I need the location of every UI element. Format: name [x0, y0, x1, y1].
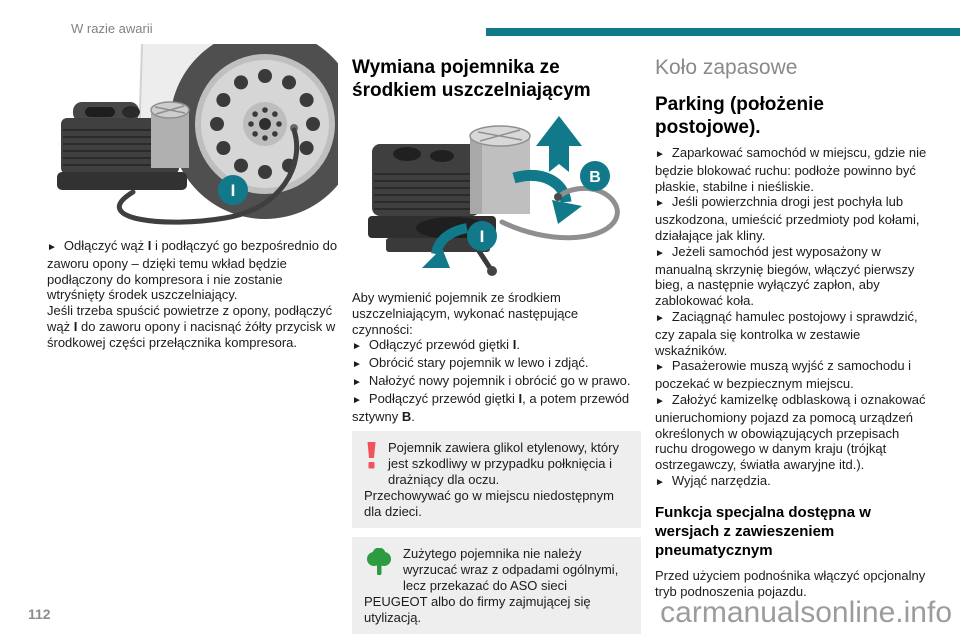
list-item [47, 238, 338, 303]
sub-heading: Funkcja specjalna dostępna w wersjach z zawieszeniem pneumatycznym [655, 503, 871, 559]
compressor [57, 102, 189, 190]
bullet-arrow-icon: ► [655, 362, 665, 374]
bullet-arrow-icon: ► [655, 312, 665, 324]
list-item-text: Obrócić stary pojemnik w lewo i zdjąć. [368, 355, 589, 371]
list-item [655, 145, 934, 194]
list-item [655, 392, 934, 473]
exclamation-icon [366, 442, 377, 473]
list-item [655, 473, 934, 491]
label-badge-I [218, 175, 248, 205]
section-heading: Wymiana pojemnika ze środkiem uszczelniającym [352, 57, 591, 101]
list-item-text: Jeżeli samochód jest wyposażony w manualną skrzynię biegów, włączyć pierwszy bieg, a następnie wyłączyć zapłon, aby zablokować koła. [655, 243, 915, 309]
bullet-arrow-icon: ► [47, 242, 57, 253]
bullet-arrow-icon: ► [352, 359, 362, 371]
label-badge-B [580, 161, 610, 191]
list-item-text: Zaparkować samochód w miejscu, gdzie nie będzie blokować ruchu: podłoże powinno być płaskie, stabilne i nieśliskie. [655, 145, 927, 194]
paragraph-text: Jeśli trzeba spuścić powietrze z opony, podłączyć wąż I do zaworu opony i nacisnąć żółty przycisk w środkowej części przełącznika kompresora. [47, 303, 336, 350]
section-heading: Parking (położenie postojowe). [655, 94, 824, 138]
chapter-title: Koło zapasowe [655, 56, 798, 79]
list-item-text: Założyć kamizelkę odblaskową i oznakować unieruchomiony pojazd za pomocą urządzeń określonych w obowiązujących przepisach ruchu drogowego w danym kraju (trójkąt ostrzegawczy, światła awaryjne itd.). [655, 391, 926, 473]
tree-icon [366, 548, 392, 580]
label-badge-I [467, 221, 497, 251]
warning-text: Pojemnik zawiera glikol etylenowy, który jest szkodliwy w przypadku połknięcia i drażniący dla oczu. [388, 440, 619, 487]
badge-letter: B [589, 169, 601, 186]
list-item-text: Nałożyć nowy pojemnik i obrócić go w prawo. [368, 372, 631, 388]
bullet-arrow-icon: ► [655, 476, 665, 488]
list-item-text: Zaciągnąć hamulec postojowy i sprawdzić, czy zapala się kontrolka w zestawie wskaźników. [655, 308, 918, 358]
compressor-on-tire-illustration [47, 44, 338, 232]
intro-paragraph: Aby wymienić pojemnik ze środkiem uszczelniającym, wykonać następujące czynności: [352, 290, 579, 337]
page-number: 112 [28, 606, 51, 622]
column-right [655, 56, 934, 599]
bullet-arrow-icon: ► [655, 149, 665, 160]
list-item-text: Jeśli powierzchnia drogi jest pochyła lub uszkodzona, umieścić przedmioty pod kołami, działające jak kliny. [655, 194, 920, 243]
column-left [47, 44, 338, 351]
list-item-text: Odłączyć przewód giętki I. [368, 337, 520, 353]
sealant-canister [470, 126, 530, 214]
warning-text: Przechowywać go w miejscu niedostępnym dla dzieci. [364, 487, 614, 519]
sealant-canister-illustration [352, 116, 641, 278]
compressor-on-tire-figure [47, 44, 338, 232]
hose-end-cap [554, 193, 562, 201]
badge-letter: I [479, 227, 485, 246]
sealant-canister-replacement-figure [352, 116, 641, 278]
badge-letter: I [230, 181, 236, 200]
list-item [655, 244, 934, 309]
paragraph: Przed użyciem podnośnika włączyć opcjonalny tryb podnoszenia pojazdu. [655, 567, 926, 599]
lift-arrow-icon [536, 116, 582, 172]
hose-connector [487, 266, 497, 276]
list-item [352, 337, 641, 355]
list-item-text: Pasażerowie muszą wyjść z samochodu i poczekać w bezpiecznym miejscu. [655, 358, 912, 392]
watermark-text: carmanualsonline.info [660, 596, 952, 629]
list-item [352, 373, 641, 391]
eco-recycling-box [352, 537, 641, 634]
column-middle [352, 56, 641, 634]
wheel [170, 44, 338, 219]
list-item [655, 309, 934, 358]
eco-text: Zużytego pojemnika nie należy wyrzucać wraz z odpadami ogólnymi, lecz przekazać do ASO sieci PEUGEOT albo do firmy zajmującej się utylizacją. [364, 546, 619, 625]
warning-box [352, 431, 641, 528]
bullet-arrow-icon: ► [655, 247, 665, 259]
list-item-text: Wyjąć narzędzia. [671, 472, 771, 488]
list-item [655, 194, 934, 243]
bullet-arrow-icon: ► [655, 198, 665, 210]
header-accent-bar [486, 28, 960, 36]
list-item-text: Odłączyć wąż I i podłączyć go bezpośrednio do zaworu opony – dzięki temu wkład będzie podłączony do kompresora i nie zostanie wtryśnięty środek uszczelniający. [47, 238, 338, 303]
bullet-arrow-icon: ► [352, 376, 362, 388]
page-header-title: W razie awarii [71, 21, 153, 36]
bullet-arrow-icon: ► [655, 395, 665, 407]
paragraph [47, 303, 338, 350]
list-item [352, 391, 641, 425]
list-item [655, 358, 934, 392]
bullet-arrow-icon: ► [352, 394, 362, 406]
list-item [352, 355, 641, 373]
bullet-arrow-icon: ► [352, 341, 362, 353]
list-item-text: Podłączyć przewód giętki I, a potem przewód sztywny B. [352, 390, 630, 424]
